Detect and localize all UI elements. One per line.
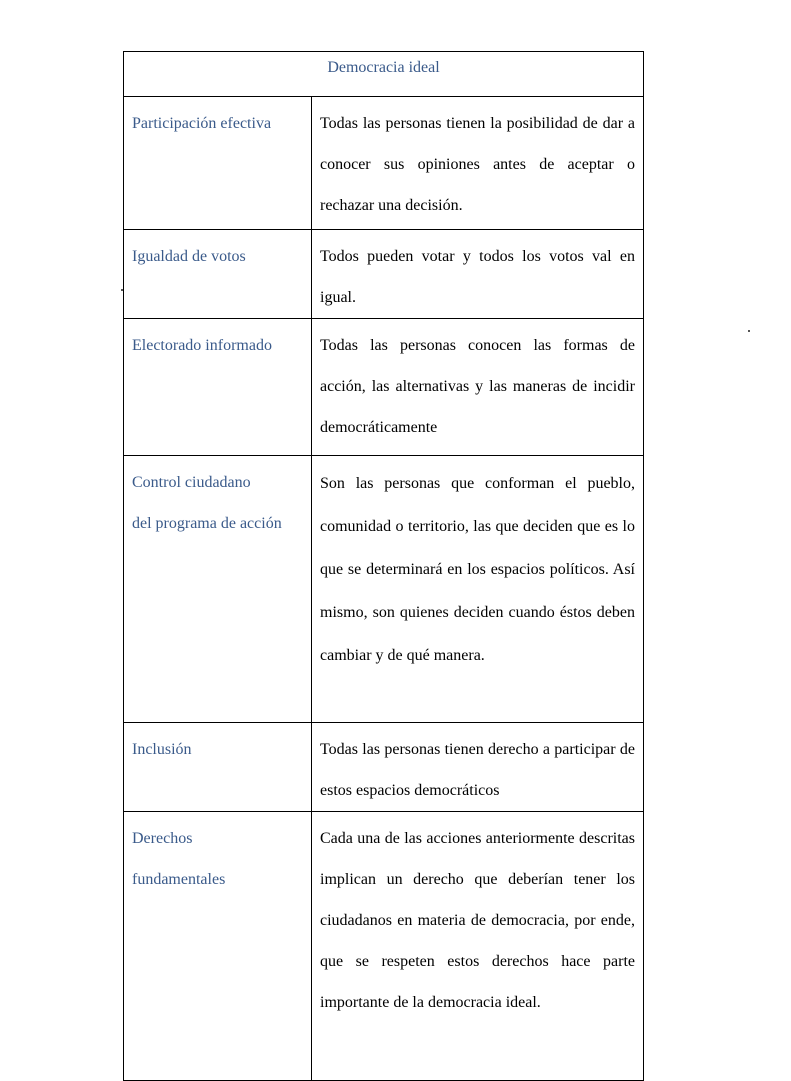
table-row xyxy=(124,723,644,812)
row-label xyxy=(124,456,312,723)
row-label: Electorado informado xyxy=(124,319,312,456)
margin-mark xyxy=(121,289,123,291)
margin-mark xyxy=(748,330,750,332)
row-label-line: fundamentales xyxy=(132,871,226,888)
row-label-line: Control ciudadano xyxy=(132,474,251,491)
row-description: Todas las personas tienen derecho a participar de estos espacios democráticos xyxy=(312,723,644,812)
table-row xyxy=(124,456,644,723)
table-title: Democracia ideal xyxy=(124,52,644,97)
row-label-line: del programa de acción xyxy=(132,515,282,532)
row-label: Inclusión xyxy=(124,723,312,812)
row-label xyxy=(124,812,312,1081)
row-description: Todos pueden votar y todos los votos val en igual. xyxy=(312,230,644,319)
row-description: Son las personas que conforman el pueblo, comunidad o territorio, las que deciden que es lo que se determinará en los espacios políticos. Así mismo, son quienes deciden cuando éstos deben cambiar y de qué manera. xyxy=(312,456,644,723)
table-row xyxy=(124,812,644,1081)
table-row xyxy=(124,230,644,319)
row-label-line: Derechos xyxy=(132,830,193,847)
row-description: Cada una de las acciones anteriormente descritas implican un derecho que deberían tener los ciudadanos en materia de democracia, por ende, que se respeten estos derechos hace parte importante de la democracia ideal. xyxy=(312,812,644,1081)
table-header-row xyxy=(124,52,644,97)
table-row xyxy=(124,97,644,230)
row-description: Todas las personas tienen la posibilidad de dar a conocer sus opiniones antes de aceptar o rechazar una decisión. xyxy=(312,97,644,230)
democracia-ideal-table xyxy=(123,51,644,1081)
row-label: Igualdad de votos xyxy=(124,230,312,319)
row-description: Todas las personas conocen las formas de acción, las alternativas y las maneras de incidir democráticamente xyxy=(312,319,644,456)
table-row xyxy=(124,319,644,456)
row-label: Participación efectiva xyxy=(124,97,312,230)
